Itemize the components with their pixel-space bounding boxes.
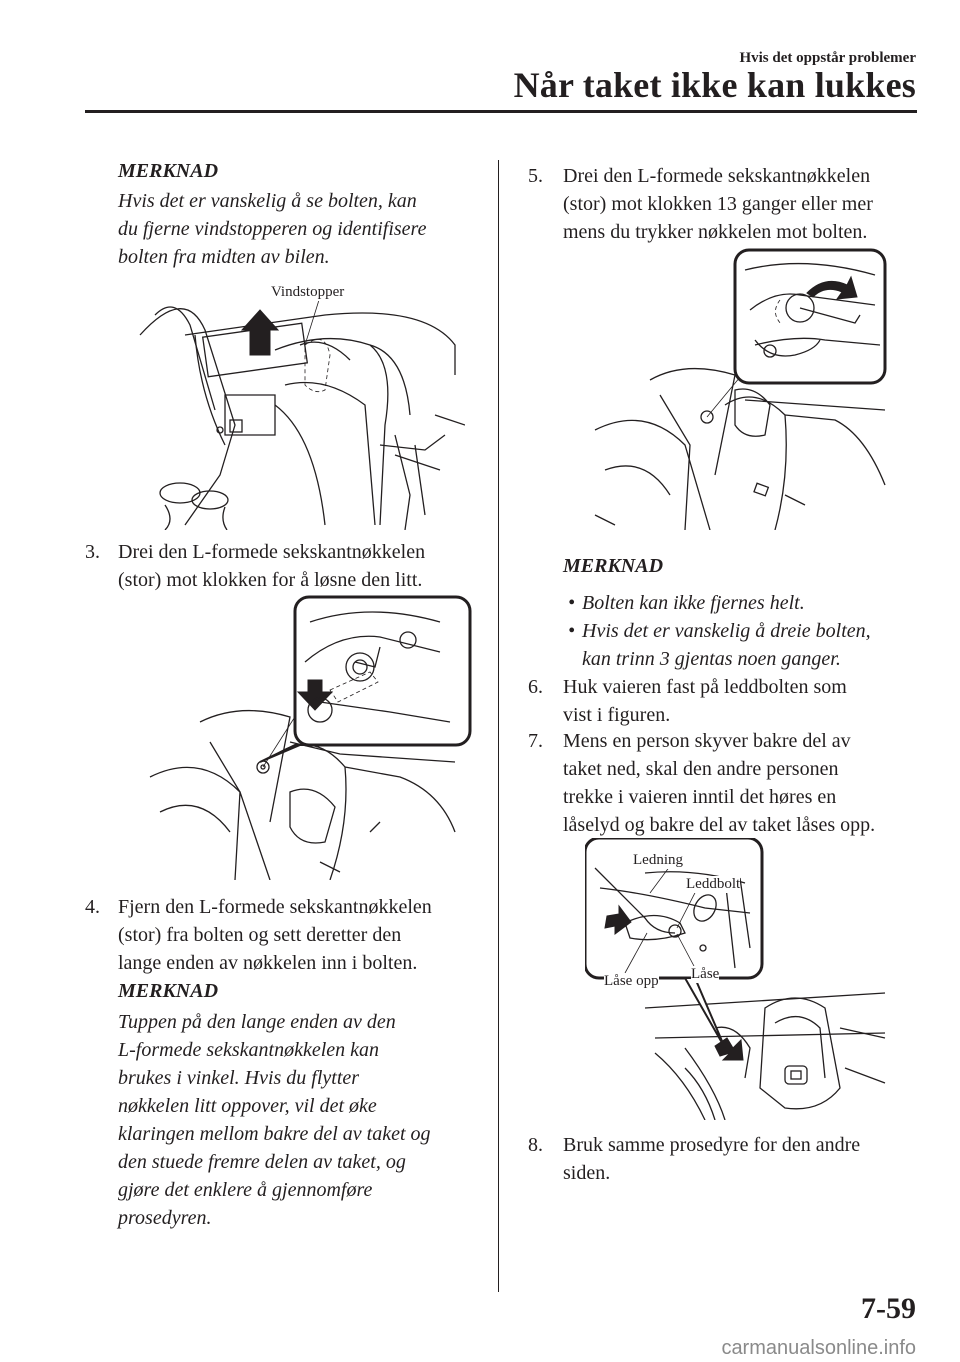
- bullet-line: Hvis det er vanskelig å dreie bolten,: [582, 620, 871, 642]
- note-line: brukes i vinkel. Hvis du flytter: [118, 1067, 360, 1089]
- note-line: Hvis det er vanskelig å se bolten, kan: [118, 190, 417, 212]
- bullet-text: [582, 617, 871, 673]
- step-line: trekke i vaieren inntil det høres en: [563, 786, 837, 808]
- step-line: Bruk samme prosedyre for den andre: [563, 1134, 861, 1156]
- step-line: Huk vaieren fast på leddbolten som: [563, 676, 847, 698]
- step-number: 7.: [528, 730, 543, 752]
- note-text: [118, 1008, 431, 1232]
- step-line: Drei den L-formede sekskantnøkkelen: [563, 165, 871, 187]
- note-line: den stuede fremre delen av taket, og: [118, 1151, 406, 1173]
- section-label: Hvis det oppstår problemer: [739, 50, 916, 66]
- figure-windstop: [125, 275, 465, 530]
- bullet-line: kan trinn 3 gjentas noen ganger.: [582, 648, 841, 670]
- note-line: Tuppen på den lange enden av den: [118, 1011, 396, 1033]
- step-text: [563, 162, 873, 246]
- label-lase: Låse: [691, 966, 720, 982]
- step-line: Mens en person skyver bakre del av: [563, 730, 851, 752]
- step-text: [118, 893, 432, 977]
- step-text: [563, 673, 847, 729]
- note-line: gjøre det enklere å gjennomføre: [118, 1179, 373, 1201]
- note-line: L-formede sekskantnøkkelen kan: [118, 1039, 380, 1061]
- note-text: [118, 187, 426, 271]
- header-rule: [85, 110, 917, 113]
- note-line: bolten fra midten av bilen.: [118, 246, 330, 268]
- figure-loosen-bolt: [140, 592, 475, 880]
- step-line: Fjern den L-formede sekskantnøkkelen: [118, 896, 432, 918]
- step-line: vist i figuren.: [563, 704, 671, 726]
- step-number: 4.: [85, 896, 100, 918]
- column-divider: [498, 160, 499, 1292]
- step-line: (stor) mot klokken for å løsne den litt.: [118, 569, 423, 591]
- label-vindstopper: Vindstopper: [271, 284, 345, 300]
- step-line: låselyd og bakre del av taket låses opp.: [563, 814, 876, 836]
- step-number: 8.: [528, 1134, 543, 1156]
- step-line: mens du trykker nøkkelen mot bolten.: [563, 221, 868, 243]
- step-number: 3.: [85, 541, 100, 563]
- step-text: [118, 538, 425, 594]
- step-line: (stor) fra bolten og sett deretter den: [118, 924, 402, 946]
- note-line: klaringen mellom bakre del av taket og: [118, 1123, 431, 1145]
- note-line: du fjerne vindstopperen og identifisere: [118, 218, 427, 240]
- label-ledning: Ledning: [633, 852, 683, 868]
- step-line: lange enden av nøkkelen inn i bolten.: [118, 952, 418, 974]
- step-line: Drei den L-formede sekskantnøkkelen: [118, 541, 426, 563]
- page-title: Når taket ikke kan lukkes: [513, 65, 916, 105]
- note-heading: MERKNAD: [118, 160, 219, 182]
- step-text: [563, 1131, 860, 1187]
- step-number: 5.: [528, 165, 543, 187]
- bullet-icon: •: [568, 592, 576, 614]
- note-heading: MERKNAD: [563, 555, 664, 577]
- figure-turn-key: [585, 245, 890, 530]
- note-line: nøkkelen litt oppover, vil det øke: [118, 1095, 377, 1117]
- watermark: carmanualsonline.info: [721, 1337, 916, 1359]
- step-line: (stor) mot klokken 13 ganger eller mer: [563, 193, 873, 215]
- step-text: [563, 727, 875, 839]
- label-leddbolt: Leddbolt: [686, 876, 741, 892]
- page-number: 7-59: [861, 1292, 916, 1325]
- note-line: prosedyren.: [118, 1207, 212, 1229]
- step-line: siden.: [563, 1162, 611, 1184]
- bullet-line: Bolten kan ikke fjernes helt.: [582, 592, 805, 614]
- step-number: 6.: [528, 676, 543, 698]
- bullet-text: [582, 589, 805, 617]
- bullet-icon: •: [568, 620, 576, 642]
- label-lase-opp: Låse opp: [604, 973, 659, 989]
- note-heading: MERKNAD: [118, 980, 219, 1002]
- step-line: taket ned, skal den andre personen: [563, 758, 839, 780]
